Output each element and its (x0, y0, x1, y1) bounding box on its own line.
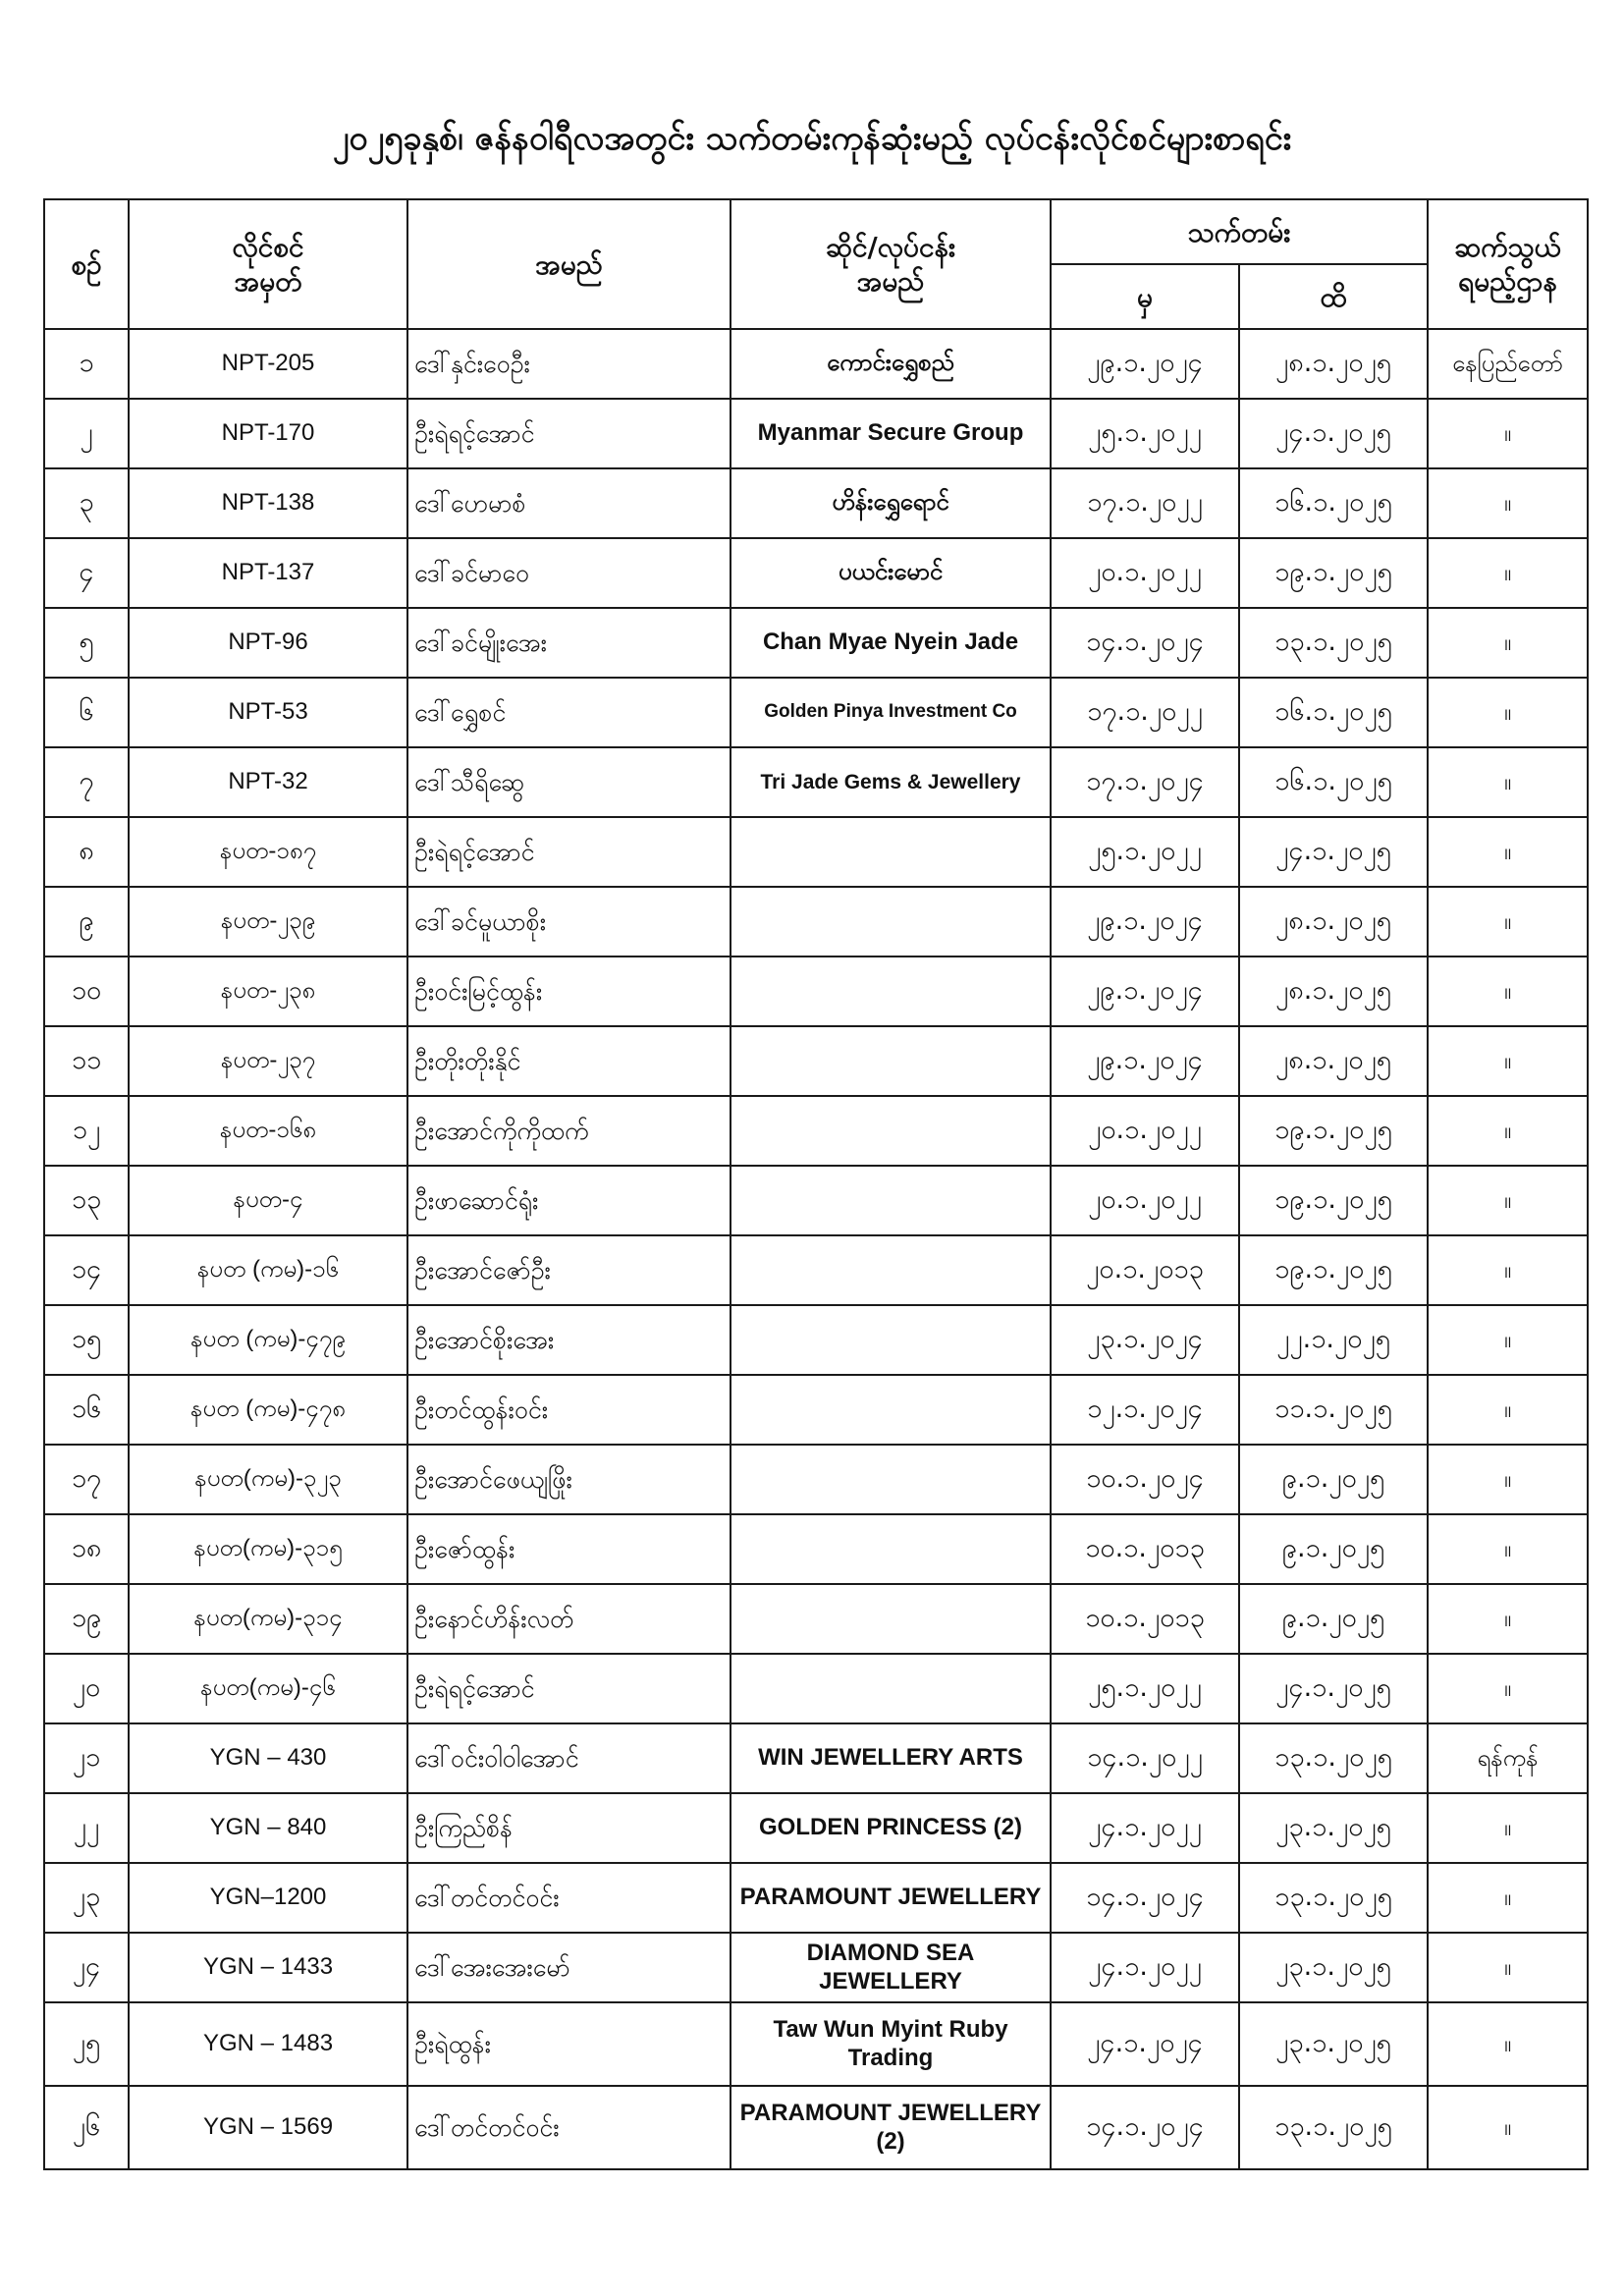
contact-office: ။ (1428, 468, 1588, 538)
license-number: နပတ-၁၆၈ (129, 1096, 407, 1166)
shop-name: PARAMOUNT JEWELLERY (731, 1863, 1051, 1933)
valid-to: ၁၉.၁.၂၀၂၅ (1239, 1096, 1428, 1166)
contact-office: ။ (1428, 747, 1588, 817)
row-number: ၅ (44, 608, 129, 678)
holder-name: ဦးရဲရင့်အောင် (407, 1654, 731, 1723)
valid-from: ၂၃.၁.၂၀၂၄ (1051, 1305, 1239, 1375)
row-number: ၁၁ (44, 1026, 129, 1096)
valid-from: ၂၅.၁.၂၀၂၂ (1051, 817, 1239, 887)
license-number: နပတ-၂၃၇ (129, 1026, 407, 1096)
holder-name: ဦးအောင်ဇော်ဦး (407, 1235, 731, 1305)
table-row (44, 538, 1588, 608)
contact-office: ။ (1428, 1584, 1588, 1654)
row-number: ၄ (44, 538, 129, 608)
valid-to: ၁၃.၁.၂၀၂၅ (1239, 2086, 1428, 2169)
holder-name: ဦးအောင်စိုးအေး (407, 1305, 731, 1375)
holder-name: ဦးအောင်ကိုကိုထက် (407, 1096, 731, 1166)
header-from: မှ (1051, 264, 1239, 329)
shop-name (731, 817, 1051, 887)
contact-office: ။ (1428, 1793, 1588, 1863)
shop-name: GOLDEN PRINCESS (2) (731, 1793, 1051, 1863)
holder-name: ဦးဖာဆောင်ရုံး (407, 1166, 731, 1235)
shop-name: Tri Jade Gems & Jewellery (731, 747, 1051, 817)
valid-to: ၁၃.၁.၂၀၂၅ (1239, 1723, 1428, 1793)
valid-to: ၉.၁.၂၀၂၅ (1239, 1514, 1428, 1584)
valid-to: ၁၆.၁.၂၀၂၅ (1239, 678, 1428, 747)
row-number: ၃ (44, 468, 129, 538)
holder-name: ဒေါ်ခင်မာဝေ (407, 538, 731, 608)
row-number: ၂၀ (44, 1654, 129, 1723)
row-number: ၂၃ (44, 1863, 129, 1933)
license-number: နပတ-၂၃၈ (129, 957, 407, 1026)
header-row (44, 199, 1588, 264)
valid-to: ၁၃.၁.၂၀၂၅ (1239, 1863, 1428, 1933)
valid-to: ၉.၁.၂၀၂၅ (1239, 1584, 1428, 1654)
license-number: YGN – 1569 (129, 2086, 407, 2169)
contact-office: ။ (1428, 1305, 1588, 1375)
holder-name: ဒေါ်ခင်မူယာစိုး (407, 887, 731, 957)
valid-from: ၁၄.၁.၂၀၂၂ (1051, 1723, 1239, 1793)
license-number: YGN–1200 (129, 1863, 407, 1933)
valid-to: ၂၄.၁.၂၀၂၅ (1239, 817, 1428, 887)
header-name: အမည် (407, 199, 731, 329)
header-office-line1: ဆက်သွယ် (1454, 231, 1561, 263)
holder-name: ဦးရဲရင့်အောင် (407, 817, 731, 887)
shop-name (731, 887, 1051, 957)
contact-office: ရန်ကုန် (1428, 1723, 1588, 1793)
header-shop (731, 199, 1051, 329)
license-number: နပတ(ကမ)-၃၁၅ (129, 1514, 407, 1584)
shop-name: WIN JEWELLERY ARTS (731, 1723, 1051, 1793)
valid-to: ၂၈.၁.၂၀၂၅ (1239, 957, 1428, 1026)
row-number: ၇ (44, 747, 129, 817)
license-number: နပတ-၂၃၉ (129, 887, 407, 957)
shop-name (731, 957, 1051, 1026)
valid-from: ၂၀.၁.၂၀၂၂ (1051, 1096, 1239, 1166)
header-license (129, 199, 407, 329)
row-number: ၁၄ (44, 1235, 129, 1305)
contact-office: ။ (1428, 538, 1588, 608)
holder-name: ဒေါ်ဝင်းဝါဝါအောင် (407, 1723, 731, 1793)
contact-office: ။ (1428, 1654, 1588, 1723)
table-row (44, 1723, 1588, 1793)
valid-to: ၁၃.၁.၂၀၂၅ (1239, 608, 1428, 678)
valid-to: ၉.၁.၂၀၂၅ (1239, 1445, 1428, 1514)
holder-name: ဒေါ်အေးအေးမော် (407, 1933, 731, 2002)
holder-name: ဦးဇော်ထွန်း (407, 1514, 731, 1584)
holder-name: ဦးနောင်ဟိန်းလတ် (407, 1584, 731, 1654)
holder-name: ဒေါ်တင်တင်ဝင်း (407, 1863, 731, 1933)
shop-name: Myanmar Secure Group (731, 399, 1051, 468)
valid-from: ၂၅.၁.၂၀၂၂ (1051, 1654, 1239, 1723)
shop-name: DIAMOND SEA JEWELLERY (731, 1933, 1051, 2002)
table-row (44, 1514, 1588, 1584)
valid-from: ၂၅.၁.၂၀၂၂ (1051, 399, 1239, 468)
contact-office: ။ (1428, 2002, 1588, 2086)
shop-name (731, 1654, 1051, 1723)
valid-from: ၂၄.၁.၂၀၂၂ (1051, 1793, 1239, 1863)
valid-to: ၂၂.၁.၂၀၂၅ (1239, 1305, 1428, 1375)
valid-from: ၁၂.၁.၂၀၂၄ (1051, 1375, 1239, 1445)
holder-name: ဦးကြည်စိန် (407, 1793, 731, 1863)
contact-office: ။ (1428, 957, 1588, 1026)
valid-from: ၂၉.၁.၂၀၂၄ (1051, 329, 1239, 399)
contact-office: ။ (1428, 1026, 1588, 1096)
valid-from: ၂၀.၁.၂၀၁၃ (1051, 1235, 1239, 1305)
license-number: နပတ-၄ (129, 1166, 407, 1235)
valid-to: ၂၃.၁.၂၀၂၅ (1239, 2002, 1428, 2086)
valid-from: ၂၀.၁.၂၀၂၂ (1051, 1166, 1239, 1235)
row-number: ၁၂ (44, 1096, 129, 1166)
header-office (1428, 199, 1588, 329)
contact-office: ။ (1428, 399, 1588, 468)
table-row (44, 817, 1588, 887)
contact-office: ။ (1428, 2086, 1588, 2169)
valid-to: ၂၄.၁.၂၀၂၅ (1239, 399, 1428, 468)
table-row (44, 887, 1588, 957)
valid-from: ၁၇.၁.၂၀၂၂ (1051, 678, 1239, 747)
table-row (44, 2002, 1588, 2086)
valid-to: ၁၆.၁.၂၀၂၅ (1239, 747, 1428, 817)
contact-office: ။ (1428, 1863, 1588, 1933)
license-number: YGN – 1433 (129, 1933, 407, 2002)
row-number: ၂၅ (44, 2002, 129, 2086)
license-number: နပတ(ကမ)-၃၁၄ (129, 1584, 407, 1654)
shop-name (731, 1166, 1051, 1235)
valid-from: ၁၄.၁.၂၀၂၄ (1051, 608, 1239, 678)
contact-office: ။ (1428, 817, 1588, 887)
license-number: NPT-53 (129, 678, 407, 747)
header-no: စဉ် (44, 199, 129, 329)
valid-to: ၁၁.၁.၂၀၂၅ (1239, 1375, 1428, 1445)
table-row (44, 608, 1588, 678)
row-number: ၁၀ (44, 957, 129, 1026)
contact-office: ။ (1428, 1096, 1588, 1166)
valid-from: ၂၀.၁.၂၀၂၂ (1051, 538, 1239, 608)
holder-name: ဒေါ်ခင်မျိုးအေး (407, 608, 731, 678)
table-row (44, 1026, 1588, 1096)
license-table (43, 198, 1589, 2170)
contact-office: ။ (1428, 887, 1588, 957)
row-number: ၁ (44, 329, 129, 399)
valid-from: ၂၉.၁.၂၀၂၄ (1051, 1026, 1239, 1096)
table-row (44, 1305, 1588, 1375)
contact-office: ။ (1428, 1166, 1588, 1235)
shop-name: Golden Pinya Investment Co (731, 678, 1051, 747)
shop-name: Chan Myae Nyein Jade (731, 608, 1051, 678)
shop-name: PARAMOUNT JEWELLERY (2) (731, 2086, 1051, 2169)
valid-to: ၁၆.၁.၂၀၂၅ (1239, 468, 1428, 538)
table-row (44, 1654, 1588, 1723)
holder-name: ဒေါ်ဟေမာစံ (407, 468, 731, 538)
valid-from: ၁၄.၁.၂၀၂၄ (1051, 2086, 1239, 2169)
valid-to: ၂၈.၁.၂၀၂၅ (1239, 887, 1428, 957)
contact-office: နေပြည်တော် (1428, 329, 1588, 399)
valid-to: ၂၈.၁.၂၀၂၅ (1239, 1026, 1428, 1096)
table-row (44, 747, 1588, 817)
license-number: နပတ(ကမ)-၃၂၃ (129, 1445, 407, 1514)
table-row (44, 1584, 1588, 1654)
table-row (44, 329, 1588, 399)
valid-from: ၁၀.၁.၂၀၁၃ (1051, 1584, 1239, 1654)
table-body (44, 329, 1588, 2169)
shop-name: ကောင်းရွှေစည် (731, 329, 1051, 399)
valid-to: ၁၉.၁.၂၀၂၅ (1239, 538, 1428, 608)
shop-name (731, 1026, 1051, 1096)
holder-name: ဦးရဲထွန်း (407, 2002, 731, 2086)
row-number: ၆ (44, 678, 129, 747)
table-row (44, 468, 1588, 538)
holder-name: ဦးအောင်ဖေယျဖြိုး (407, 1445, 731, 1514)
valid-from: ၁၇.၁.၂၀၂၄ (1051, 747, 1239, 817)
table-row (44, 1445, 1588, 1514)
contact-office: ။ (1428, 608, 1588, 678)
table-row (44, 1793, 1588, 1863)
row-number: ၂၄ (44, 1933, 129, 2002)
row-number: ၁၅ (44, 1305, 129, 1375)
row-number: ၁၆ (44, 1375, 129, 1445)
holder-name: ဦးတိုးတိုးနိုင် (407, 1026, 731, 1096)
license-number: နပတ (ကမ)-၄၇၈ (129, 1375, 407, 1445)
holder-name: ဒေါ်သီရိဆွေ (407, 747, 731, 817)
shop-name: ဟိန်းရွှေရောင် (731, 468, 1051, 538)
license-number: NPT-205 (129, 329, 407, 399)
row-number: ၂၆ (44, 2086, 129, 2169)
valid-from: ၂၄.၁.၂၀၂၄ (1051, 2002, 1239, 2086)
row-number: ၉ (44, 887, 129, 957)
license-number: နပတ (ကမ)-၁၆ (129, 1235, 407, 1305)
row-number: ၈ (44, 817, 129, 887)
license-number: နပတ(ကမ)-၄၆ (129, 1654, 407, 1723)
valid-from: ၁၀.၁.၂၀၁၃ (1051, 1514, 1239, 1584)
holder-name: ဒေါ်ရွှေစင် (407, 678, 731, 747)
row-number: ၁၈ (44, 1514, 129, 1584)
row-number: ၂၁ (44, 1723, 129, 1793)
shop-name: Taw Wun Myint Ruby Trading (731, 2002, 1051, 2086)
valid-from: ၁၀.၁.၂၀၂၄ (1051, 1445, 1239, 1514)
shop-name (731, 1096, 1051, 1166)
valid-to: ၂၃.၁.၂၀၂၅ (1239, 1933, 1428, 2002)
valid-to: ၂၈.၁.၂၀၂၅ (1239, 329, 1428, 399)
valid-from: ၂၉.၁.၂၀၂၄ (1051, 957, 1239, 1026)
table-row (44, 1863, 1588, 1933)
table-row (44, 1096, 1588, 1166)
holder-name: ဦးဝင်းမြင့်ထွန်း (407, 957, 731, 1026)
license-number: နပတ (ကမ)-၄၇၉ (129, 1305, 407, 1375)
valid-to: ၁၉.၁.၂၀၂၅ (1239, 1166, 1428, 1235)
contact-office: ။ (1428, 1514, 1588, 1584)
header-license-line2: အမှတ် (234, 265, 302, 298)
contact-office: ။ (1428, 1933, 1588, 2002)
header-license-line1: လိုင်စင် (232, 231, 304, 263)
shop-name (731, 1375, 1051, 1445)
holder-name: ဦးရဲရင့်အောင် (407, 399, 731, 468)
contact-office: ။ (1428, 1375, 1588, 1445)
valid-from: ၁၄.၁.၂၀၂၄ (1051, 1863, 1239, 1933)
license-number: နပတ-၁၈၇ (129, 817, 407, 887)
shop-name (731, 1305, 1051, 1375)
license-number: YGN – 1483 (129, 2002, 407, 2086)
holder-name: ဒေါ်တင်တင်ဝင်း (407, 2086, 731, 2169)
valid-to: ၁၉.၁.၂၀၂၅ (1239, 1235, 1428, 1305)
license-number: NPT-170 (129, 399, 407, 468)
license-number: NPT-32 (129, 747, 407, 817)
contact-office: ။ (1428, 1235, 1588, 1305)
table-row (44, 678, 1588, 747)
shop-name (731, 1584, 1051, 1654)
table-row (44, 1375, 1588, 1445)
contact-office: ။ (1428, 1445, 1588, 1514)
valid-from: ၁၇.၁.၂၀၂၂ (1051, 468, 1239, 538)
contact-office: ။ (1428, 678, 1588, 747)
row-number: ၁၉ (44, 1584, 129, 1654)
table-row (44, 2086, 1588, 2169)
shop-name (731, 1235, 1051, 1305)
license-number: YGN – 430 (129, 1723, 407, 1793)
table-row (44, 957, 1588, 1026)
page-title: ၂၀၂၅ခုနှစ်၊ ဇန်နဝါရီလအတွင်း သက်တမ်းကုန်ဆုံးမည့် လုပ်ငန်းလိုင်စင်များစာရင်း (332, 119, 1292, 158)
row-number: ၁၇ (44, 1445, 129, 1514)
header-shop-line2: အမည် (856, 265, 925, 298)
table-row (44, 399, 1588, 468)
header-to: ထိ (1239, 264, 1428, 329)
valid-to: ၂၄.၁.၂၀၂၅ (1239, 1654, 1428, 1723)
valid-to: ၂၃.၁.၂၀၂၅ (1239, 1793, 1428, 1863)
table-row (44, 1933, 1588, 2002)
license-number: YGN – 840 (129, 1793, 407, 1863)
table-row (44, 1166, 1588, 1235)
shop-name (731, 1445, 1051, 1514)
shop-name (731, 1514, 1051, 1584)
holder-name: ဦးတင်ထွန်းဝင်း (407, 1375, 731, 1445)
license-number: NPT-137 (129, 538, 407, 608)
shop-name: ပယင်းမောင် (731, 538, 1051, 608)
header-shop-line1: ဆိုင်/လုပ်ငန်း (825, 231, 956, 263)
holder-name: ဒေါ်နှင်းဝေဦး (407, 329, 731, 399)
table-row (44, 1235, 1588, 1305)
row-number: ၁၃ (44, 1166, 129, 1235)
row-number: ၂၂ (44, 1793, 129, 1863)
header-validity: သက်တမ်း (1051, 199, 1428, 264)
license-number: NPT-138 (129, 468, 407, 538)
valid-from: ၂၉.၁.၂၀၂၄ (1051, 887, 1239, 957)
valid-from: ၂၄.၁.၂၀၂၂ (1051, 1933, 1239, 2002)
row-number: ၂ (44, 399, 129, 468)
header-office-line2: ရမည့်ဌာန (1458, 265, 1557, 298)
license-number: NPT-96 (129, 608, 407, 678)
